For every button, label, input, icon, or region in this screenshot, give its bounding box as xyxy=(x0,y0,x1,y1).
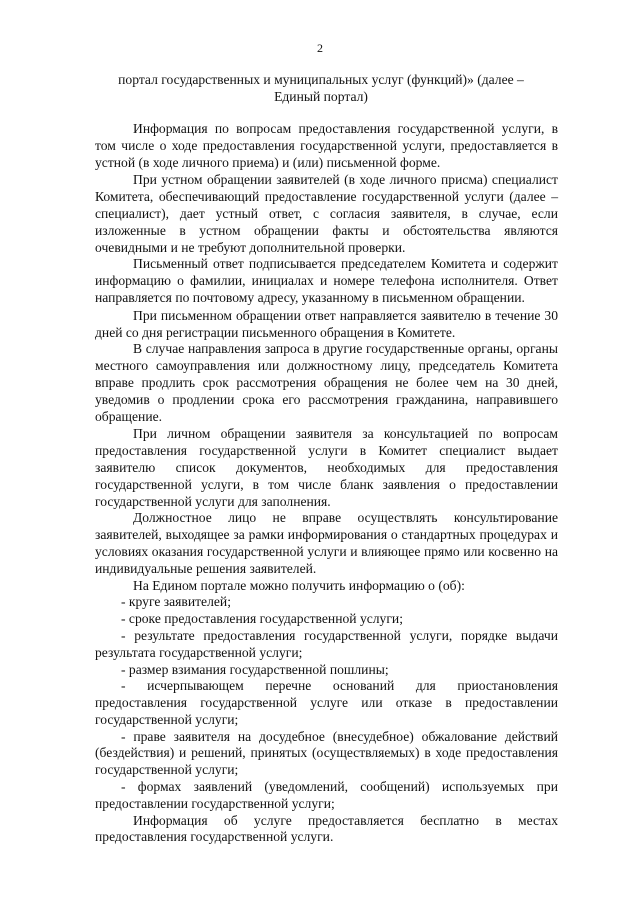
paragraph-answer-term: При письменном обращении ответ направляется заявителю в течение 30 дней со дня регистрации письменного обращения в Комитете. xyxy=(95,307,558,340)
document-body xyxy=(95,121,558,846)
paragraph-closing: Информация об услуге предоставляется бесплатно в местах предоставления государственной услуги. xyxy=(95,812,558,845)
list-item: - формах заявлений (уведомлений, сообщений) используемых при предоставлении государственной услуги; xyxy=(95,779,558,811)
paragraph-personal-visit: При личном обращении заявителя за консультацией по вопросам предоставления государственной услуги в Комитет специалист выдает заявителю список документов, необходимых для предоставления государственной услуги, в том числе бланк заявления о предоставлении государственной услуги для заполнения. xyxy=(95,426,558,509)
paragraph-official-limits: Должностное лицо не вправе осуществлять консультирование заявителей, выходящее за рамки информирования о стандартных процедурах и условиях оказания государственной услуги и влияющее прямо или косвенно на индивидуальные решения заявителей. xyxy=(95,510,558,576)
list-item: - круге заявителей; xyxy=(121,594,231,610)
paragraph-written-answer: Письменный ответ подписывается председателем Комитета и содержит информацию о фамилии, инициалах и номере телефона исполнителя. Ответ направляется по почтовому адресу, указанному в письменном обращении. xyxy=(95,256,558,305)
list-item: - сроке предоставления государственной услуги; xyxy=(121,611,403,627)
list-item: - результате предоставления государственной услуги, порядке выдачи результата государственной услуги; xyxy=(95,627,558,660)
list-item: - исчерпывающем перечне оснований для приостановления предоставления государственной услуге или отказе в предоставлении государственной услуги; xyxy=(95,678,558,727)
lead-paragraph: портал государственных и муниципальных услуг (функций)» (далее – Единый портал) xyxy=(118,72,524,104)
paragraph-info-forms: Информация по вопросам предоставления государственной услуги, в том числе о ходе предоставления государственной услуги, предоставляется в устной (в ходе личного приема) и (или) письменной форме. xyxy=(95,121,558,170)
paragraph-term-extension: В случае направления запроса в другие государственные органы, органы местного самоуправления или должностному лицу, председатель Комитета вправе продлить срок рассмотрения обращения не более чем на 30 дней, уведомив о продлении срока его рассмотрения гражданина, направившего обращение. xyxy=(95,341,558,424)
page-number: 2 xyxy=(317,41,323,55)
list-item: - праве заявителя на досудебное (внесудебное) обжалование действий (бездействия) и решений, принятых (осуществляемых) в ходе предоставления государственной услуги; xyxy=(95,728,558,778)
paragraph-oral-request: При устном обращении заявителей (в ходе личного присма) специалист Комитета, обеспечивающий предоставление государственной услуги (далее – специалист), дает устный ответ, с согласия заявителя, в случае, если изложенные в устном обращении факты и обстоятельства являются очевидными и не требуют дополнительной проверки. xyxy=(95,172,558,255)
paragraph-portal-info-intro: На Едином портале можно получить информацию о (об): xyxy=(133,577,465,593)
list-item: - размер взимания государственной пошлины; xyxy=(121,661,389,677)
